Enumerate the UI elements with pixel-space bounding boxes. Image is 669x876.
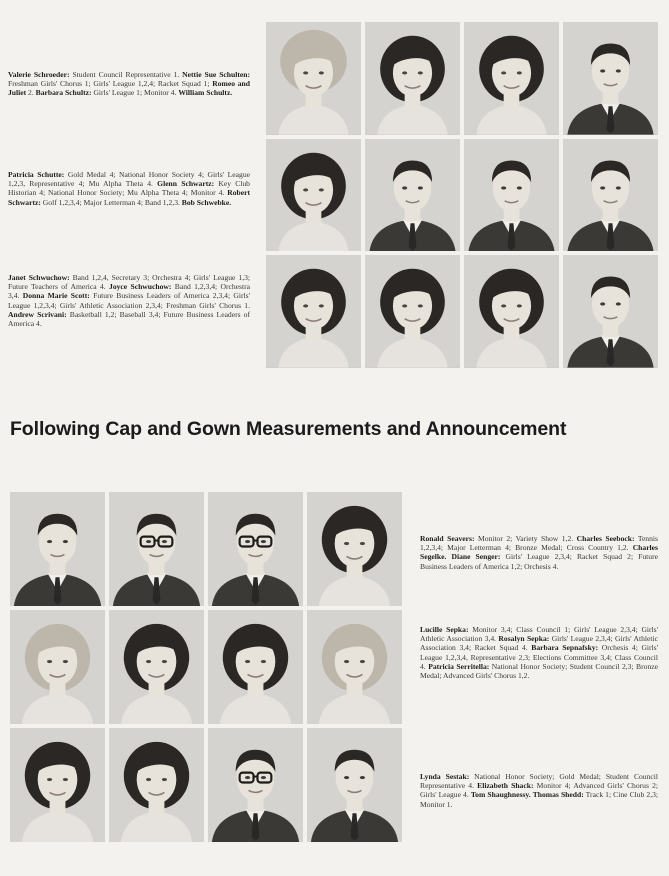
student-name: Ronald Seavers: (420, 534, 475, 543)
student-name: Thomas Shedd: (532, 790, 584, 800)
student-name: Rosalyn Sepka: (498, 634, 550, 644)
student-name: Diane Senger: (451, 552, 501, 562)
student-name: Valerie Schroeder: (8, 70, 70, 79)
portrait-grid-top (266, 22, 658, 368)
student-activities: Track 1; Cine Club 2,3; Monitor 1. (420, 790, 659, 809)
student-name: Janet Schwuchow: (8, 273, 70, 282)
caption-block-4 (420, 534, 658, 571)
portrait-photo (10, 492, 105, 606)
portrait-photo (464, 139, 559, 252)
portrait-photo (109, 728, 204, 842)
student-activities: National Honor Society; Gold Medal; Student Council Representative 4. (420, 772, 658, 791)
student-activities: Gold Medal 4; National Honor Society 4; Girls' League 1,2,3, Representative 4; Mu Alpha Theta 4. (8, 170, 251, 189)
student-activities: Girls' League 2,3,4; Girls' Athletic Association 3,4; Racket Squad 4. (420, 634, 658, 653)
portrait-photo (365, 139, 460, 252)
portrait-photo (365, 22, 460, 135)
student-name: Patricia Serritella: (428, 661, 490, 671)
student-activities: Tennis 1,2,3,4; Major Letterman 4; Bronze Medal; Cross Country 1,2. (420, 534, 658, 553)
portrait-photo (307, 492, 402, 606)
student-activities: Future Business Leaders of America 2,3,4; Girls' League 1,2,3,4; Girls' Athletic Association 2,3,4; Freshman Girls' Chorus 1. (8, 291, 250, 310)
portrait-photo (365, 255, 460, 368)
caption-block-6 (420, 772, 658, 809)
caption-entry (178, 88, 232, 97)
portrait-photo (563, 22, 658, 135)
portrait-photo (208, 492, 303, 606)
student-name: Lucille Sepka: (420, 625, 469, 634)
student-name: Lynda Sestak: (420, 772, 470, 781)
caption-entry (471, 790, 531, 799)
student-name: William Schultz. (178, 88, 233, 98)
student-name: Joyce Schwuchow: (109, 282, 172, 292)
portrait-photo (266, 255, 361, 368)
portrait-photo (109, 610, 204, 724)
student-name: Patricia Schutte: (8, 170, 65, 179)
caption-block-2 (8, 170, 250, 207)
student-name: Andrew Scrivani: (8, 309, 67, 319)
student-activities: Golf 1,2,3,4; Major Letterman 4; Band 1,2,3. (40, 197, 180, 207)
portrait-photo (563, 139, 658, 252)
portrait-photo (464, 22, 559, 135)
portrait-photo (10, 610, 105, 724)
caption-entry (8, 291, 250, 309)
student-activities: Key Club Historian 4; National Honor Society; Mu Alpha Theta 4; Monitor 4. (8, 179, 250, 198)
student-name: Barbara Schultz: (35, 88, 92, 98)
student-name: Donna Marie Scott: (22, 291, 90, 301)
student-activities: National Honor Society; Student Council 2,3; Bronze Medal; Advanced Girls' Chorus 1,2. (420, 661, 658, 681)
student-activities: Girls' League 2,3,4; Racket Squad 2; Future Business Leaders of America 1,2; Orchesis 4. (420, 552, 658, 571)
portrait-photo (307, 610, 402, 724)
caption-entry (36, 88, 177, 97)
caption-entry (8, 70, 179, 79)
student-name: Barbara Sepnafsky: (531, 643, 599, 653)
portrait-photo (266, 139, 361, 252)
student-activities: Band 1,2,4, Secretary 3; Orchestra 4; Girls' League 1,3; Future Teachers of America 4. (8, 273, 250, 292)
student-activities: Basketball 1,2; Baseball 3,4; Future Business Leaders of America 4. (8, 309, 251, 329)
portrait-photo (109, 492, 204, 606)
student-name: Nettie Sue Schulten: (182, 70, 250, 79)
student-activities: Orchesis 4; Girls' League 1,2,3,4, Representative 2,3; Elections Committee 3,4; Class Council 4. (420, 643, 658, 671)
student-activities: Monitor 3,4; Class Council 1; Girls' League 2,3,4; Girls' Athletic Association 3,4. (420, 625, 659, 644)
student-activities: 2. (26, 88, 34, 98)
student-name: Robert Schwartz: (8, 188, 250, 207)
student-activities: Student Council Representative 1. (69, 70, 180, 79)
student-name: Romeo and Juliet (8, 79, 251, 98)
student-name: Glenn Schwartz: (157, 179, 215, 189)
portrait-photo (464, 255, 559, 368)
student-name: Charles Seebock: (576, 534, 635, 543)
portrait-grid-bottom (10, 492, 402, 842)
caption-entry (420, 662, 658, 680)
portrait-photo (208, 728, 303, 842)
portrait-photo (208, 610, 303, 724)
student-name: Elizabeth Shack: (477, 781, 534, 791)
student-activities: Girls' League 1; Monitor 4. (91, 88, 177, 98)
student-activities: Monitor 2; Variety Show 1,2. (474, 534, 574, 543)
caption-entry (8, 310, 250, 328)
portrait-photo (266, 22, 361, 135)
caption-entry (420, 534, 573, 543)
student-activities: Monitor 4; Advanced Girls' Chorus 2; Girls' League 4. (420, 781, 659, 800)
portrait-photo (10, 728, 105, 842)
caption-block-3 (8, 273, 250, 328)
portrait-photo (307, 728, 402, 842)
student-name: Charles Segelke. (420, 543, 658, 562)
student-name: Bob Schwebke. (181, 197, 232, 207)
caption-entry (420, 552, 658, 570)
caption-entry (182, 198, 231, 207)
caption-block-1 (8, 70, 250, 98)
section-heading: Following Cap and Gown Measurements and Announcement (10, 418, 567, 440)
student-activities: Band 1,2,3,4; Orchestra 3,4. (8, 282, 250, 301)
portrait-photo (563, 255, 658, 368)
student-name: Tom Shaughnessy. (470, 790, 531, 800)
student-activities: Freshman Girls' Chorus 1; Girls' League 1,2,4; Racket Squad 1; (8, 79, 210, 89)
caption-block-5 (420, 625, 658, 680)
